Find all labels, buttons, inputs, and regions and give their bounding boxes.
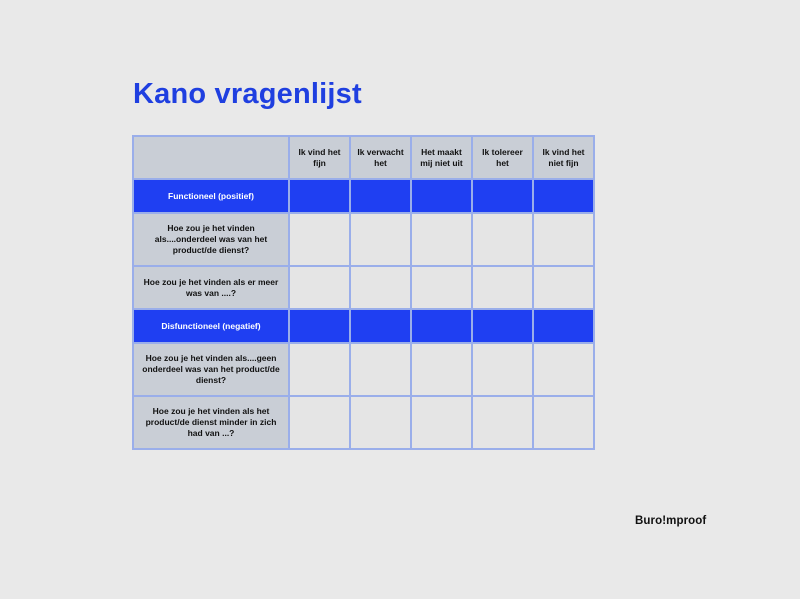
section-row-functioneel [133,179,594,213]
column-header-verwacht: Ik verwacht het [350,136,411,179]
answer-cell[interactable] [472,343,533,396]
brand-logo: Buro!mproof [635,515,707,527]
question-label: Hoe zou je het vinden als....onderdeel was van het product/de dienst? [133,213,289,266]
section-cell [472,179,533,213]
answer-cell[interactable] [533,213,594,266]
answer-cell[interactable] [289,213,350,266]
column-header-niet-fijn: Ik vind het niet fijn [533,136,594,179]
table-row [133,213,594,266]
column-header-tolereer: Ik tolereer het [472,136,533,179]
table-header-row [133,136,594,179]
answer-cell[interactable] [472,266,533,309]
answer-cell[interactable] [350,343,411,396]
answer-cell[interactable] [350,396,411,449]
kano-table [132,135,595,450]
header-corner-cell [133,136,289,179]
section-cell [533,179,594,213]
answer-cell[interactable] [289,396,350,449]
section-label: Functioneel (positief) [133,179,289,213]
answer-cell[interactable] [289,266,350,309]
column-header-fijn: Ik vind het fijn [289,136,350,179]
question-label: Hoe zou je het vinden als er meer was van ....? [133,266,289,309]
section-label: Disfunctioneel (negatief) [133,309,289,343]
section-cell [472,309,533,343]
answer-cell[interactable] [289,343,350,396]
answer-cell[interactable] [411,266,472,309]
answer-cell[interactable] [411,213,472,266]
answer-cell[interactable] [350,213,411,266]
section-row-disfunctioneel [133,309,594,343]
answer-cell[interactable] [411,396,472,449]
table-row [133,266,594,309]
question-label: Hoe zou je het vinden als....geen onderdeel was van het product/de dienst? [133,343,289,396]
section-cell [289,179,350,213]
answer-cell[interactable] [472,396,533,449]
column-header-niet-uit: Het maakt mij niet uit [411,136,472,179]
answer-cell[interactable] [350,266,411,309]
section-cell [350,179,411,213]
section-cell [411,309,472,343]
answer-cell[interactable] [472,213,533,266]
section-cell [533,309,594,343]
section-cell [289,309,350,343]
answer-cell[interactable] [533,343,594,396]
table-row [133,396,594,449]
answer-cell[interactable] [533,396,594,449]
question-label: Hoe zou je het vinden als het product/de dienst minder in zich had van ...? [133,396,289,449]
page-title: Kano vragenlijst [133,78,362,110]
answer-cell[interactable] [411,343,472,396]
answer-cell[interactable] [533,266,594,309]
section-cell [350,309,411,343]
section-cell [411,179,472,213]
table-row [133,343,594,396]
